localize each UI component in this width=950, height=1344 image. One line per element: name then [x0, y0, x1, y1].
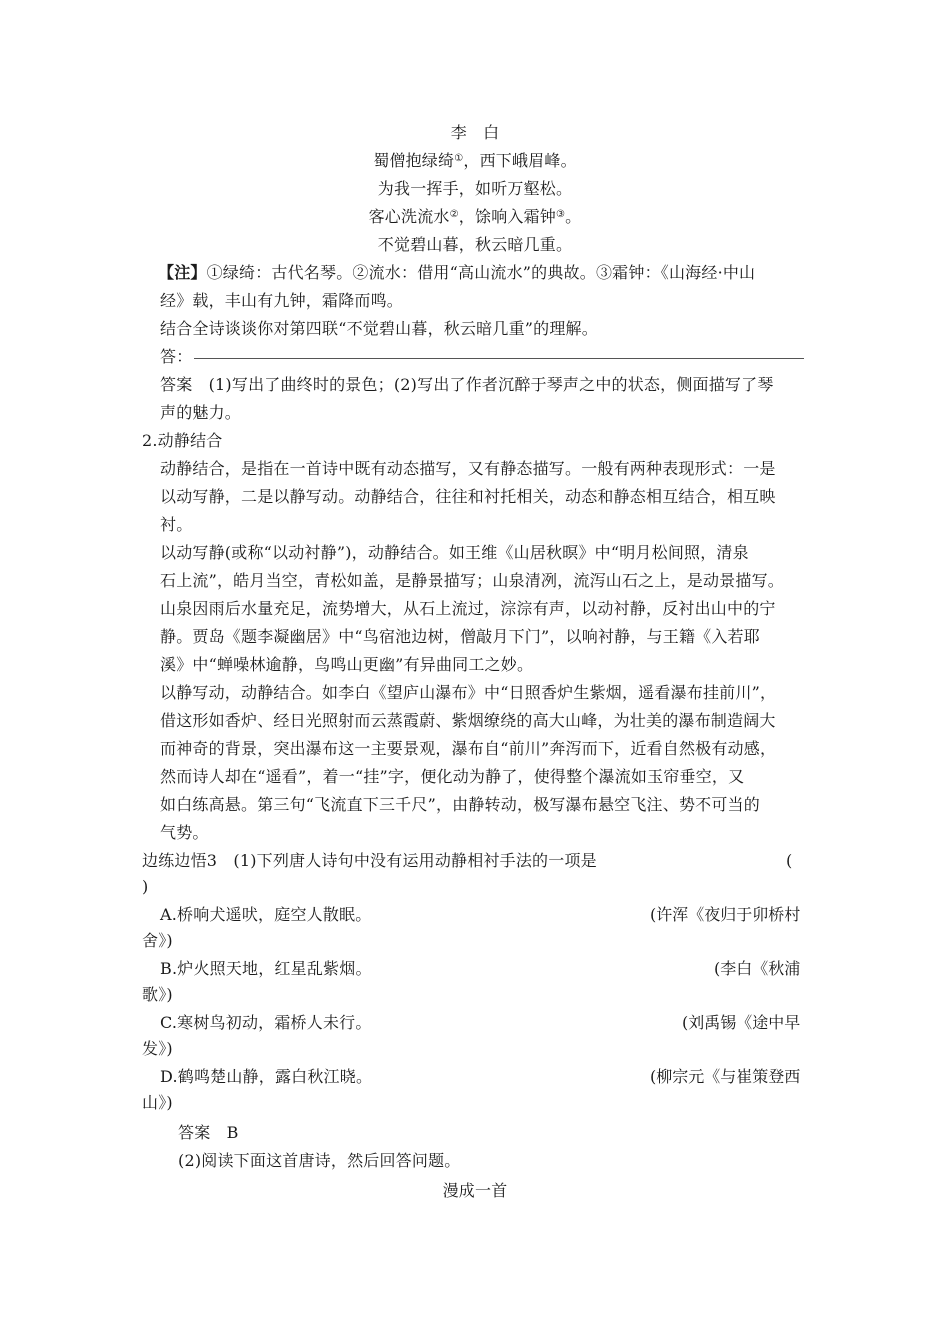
poem-line-4: 不觉碧山暮，秋云暗几重。	[377, 235, 573, 254]
poem-line-1: 蜀僧抱绿绮①，西下峨眉峰。	[373, 151, 577, 170]
option-a: A.桥响犬遥吠，庭空人散眠。	[160, 905, 372, 924]
option-c-source-cont: 发》)	[142, 1039, 173, 1058]
note-line-1: 【注】①绿绮：古代名琴。②流水：借用“高山流水”的典故。③霜钟：《山海经·中山	[158, 263, 756, 282]
poem-author: 李 白	[450, 123, 500, 142]
paragraph-3-line: 借这形如香炉、经日光照射而云蒸霞蔚、紫烟缭绕的高大山峰，为壮美的瀑布制造阔大	[160, 711, 776, 730]
paragraph-1-line: 衬。	[160, 515, 193, 534]
paragraph-3-line: 以静写动，动静结合。如李白《望庐山瀑布》中“日照香炉生紫烟，遥看瀑布挂前川”，	[160, 683, 777, 702]
paragraph-2-line: 山泉因雨后水量充足，流势增大，从石上流过，淙淙有声，以动衬静，反衬出山中的宁	[160, 599, 776, 618]
note-label: 【注】	[158, 263, 207, 282]
option-d-source-cont: 山》)	[142, 1093, 173, 1112]
note-line-2: 经》载，丰山有九钟，霜降而鸣。	[160, 291, 404, 310]
paragraph-1-line: 以动写静，二是以静写动。动静结合，往往和衬托相关，动态和静态相互结合，相互映	[160, 487, 776, 506]
paragraph-3-line: 如白练高悬。第三句“飞流直下三千尺”，由静转动，极写瀑布悬空飞注、势不可当的	[160, 795, 760, 814]
option-b: B.炉火照天地，红星乱紫烟。	[160, 959, 372, 978]
exercise-answer: 答案 B	[178, 1123, 239, 1142]
answer-paren-open: (	[786, 851, 793, 870]
option-a-source-cont: 舍》)	[142, 931, 173, 950]
answer-1-line-1: 答案 (1)写出了曲终时的景色；(2)写出了作者沉醉于琴声之中的状态，侧面描写了琴	[160, 375, 774, 394]
option-b-source-cont: 歌》)	[142, 985, 173, 1004]
poem-line-2: 为我一挥手，如听万壑松。	[377, 179, 573, 198]
paragraph-2-line: 溪》中“蝉噪林逾静，鸟鸣山更幽”有异曲同工之妙。	[160, 655, 534, 674]
answer-underline	[194, 358, 804, 359]
question-text: 结合全诗谈谈你对第四联“不觉碧山暮，秋云暗几重”的理解。	[160, 319, 598, 338]
exercise-title: 边练边悟3 (1)下列唐人诗句中没有运用动静相衬手法的一项是	[142, 851, 597, 870]
paragraph-1-line: 动静结合，是指在一首诗中既有动态描写，又有静态描写。一般有两种表现形式：一是	[160, 459, 776, 478]
paragraph-3-line: 然而诗人却在“遥看”，着一“挂”字，便化动为静了，使得整个瀑流如玉帘垂空，又	[160, 767, 745, 786]
paragraph-3-line: 而神奇的背景，突出瀑布这一主要景观，瀑布自“前川”奔泻而下，近看自然极有动感，	[160, 739, 777, 758]
answer-paren-close: )	[142, 877, 149, 896]
poem-2-title: 漫成一首	[442, 1181, 508, 1200]
paragraph-3-line: 气势。	[160, 823, 209, 842]
option-c-source: (刘禹锡《途中早	[682, 1013, 801, 1032]
section-heading: 2.动静结合	[142, 431, 223, 450]
paragraph-2-line: 静。贾岛《题李凝幽居》中“鸟宿池边树，僧敲月下门”，以响衬静，与王籍《入若耶	[160, 627, 760, 646]
option-d-source: (柳宗元《与崔策登西	[650, 1067, 801, 1086]
option-d: D.鹤鸣楚山静，露白秋江晓。	[160, 1067, 373, 1086]
paragraph-2-line: 以动写静(或称“以动衬静”)，动静结合。如王维《山居秋暝》中“明月松间照，清泉	[160, 543, 749, 562]
exercise-part-2: (2)阅读下面这首唐诗，然后回答问题。	[178, 1151, 461, 1170]
option-c: C.寒树鸟初动，霜桥人未行。	[160, 1013, 372, 1032]
answer-field: 答：	[160, 346, 804, 368]
answer-1-line-2: 声的魅力。	[160, 403, 242, 422]
option-a-source: (许浑《夜归于卯桥村	[650, 905, 801, 924]
paragraph-2-line: 石上流”，皓月当空，青松如盖，是静景描写；山泉清冽，流泻山石之上，是动景描写。	[160, 571, 784, 590]
option-b-source: (李白《秋浦	[714, 959, 801, 978]
poem-line-3: 客心洗流水②，馀响入霜钟③。	[368, 207, 582, 226]
